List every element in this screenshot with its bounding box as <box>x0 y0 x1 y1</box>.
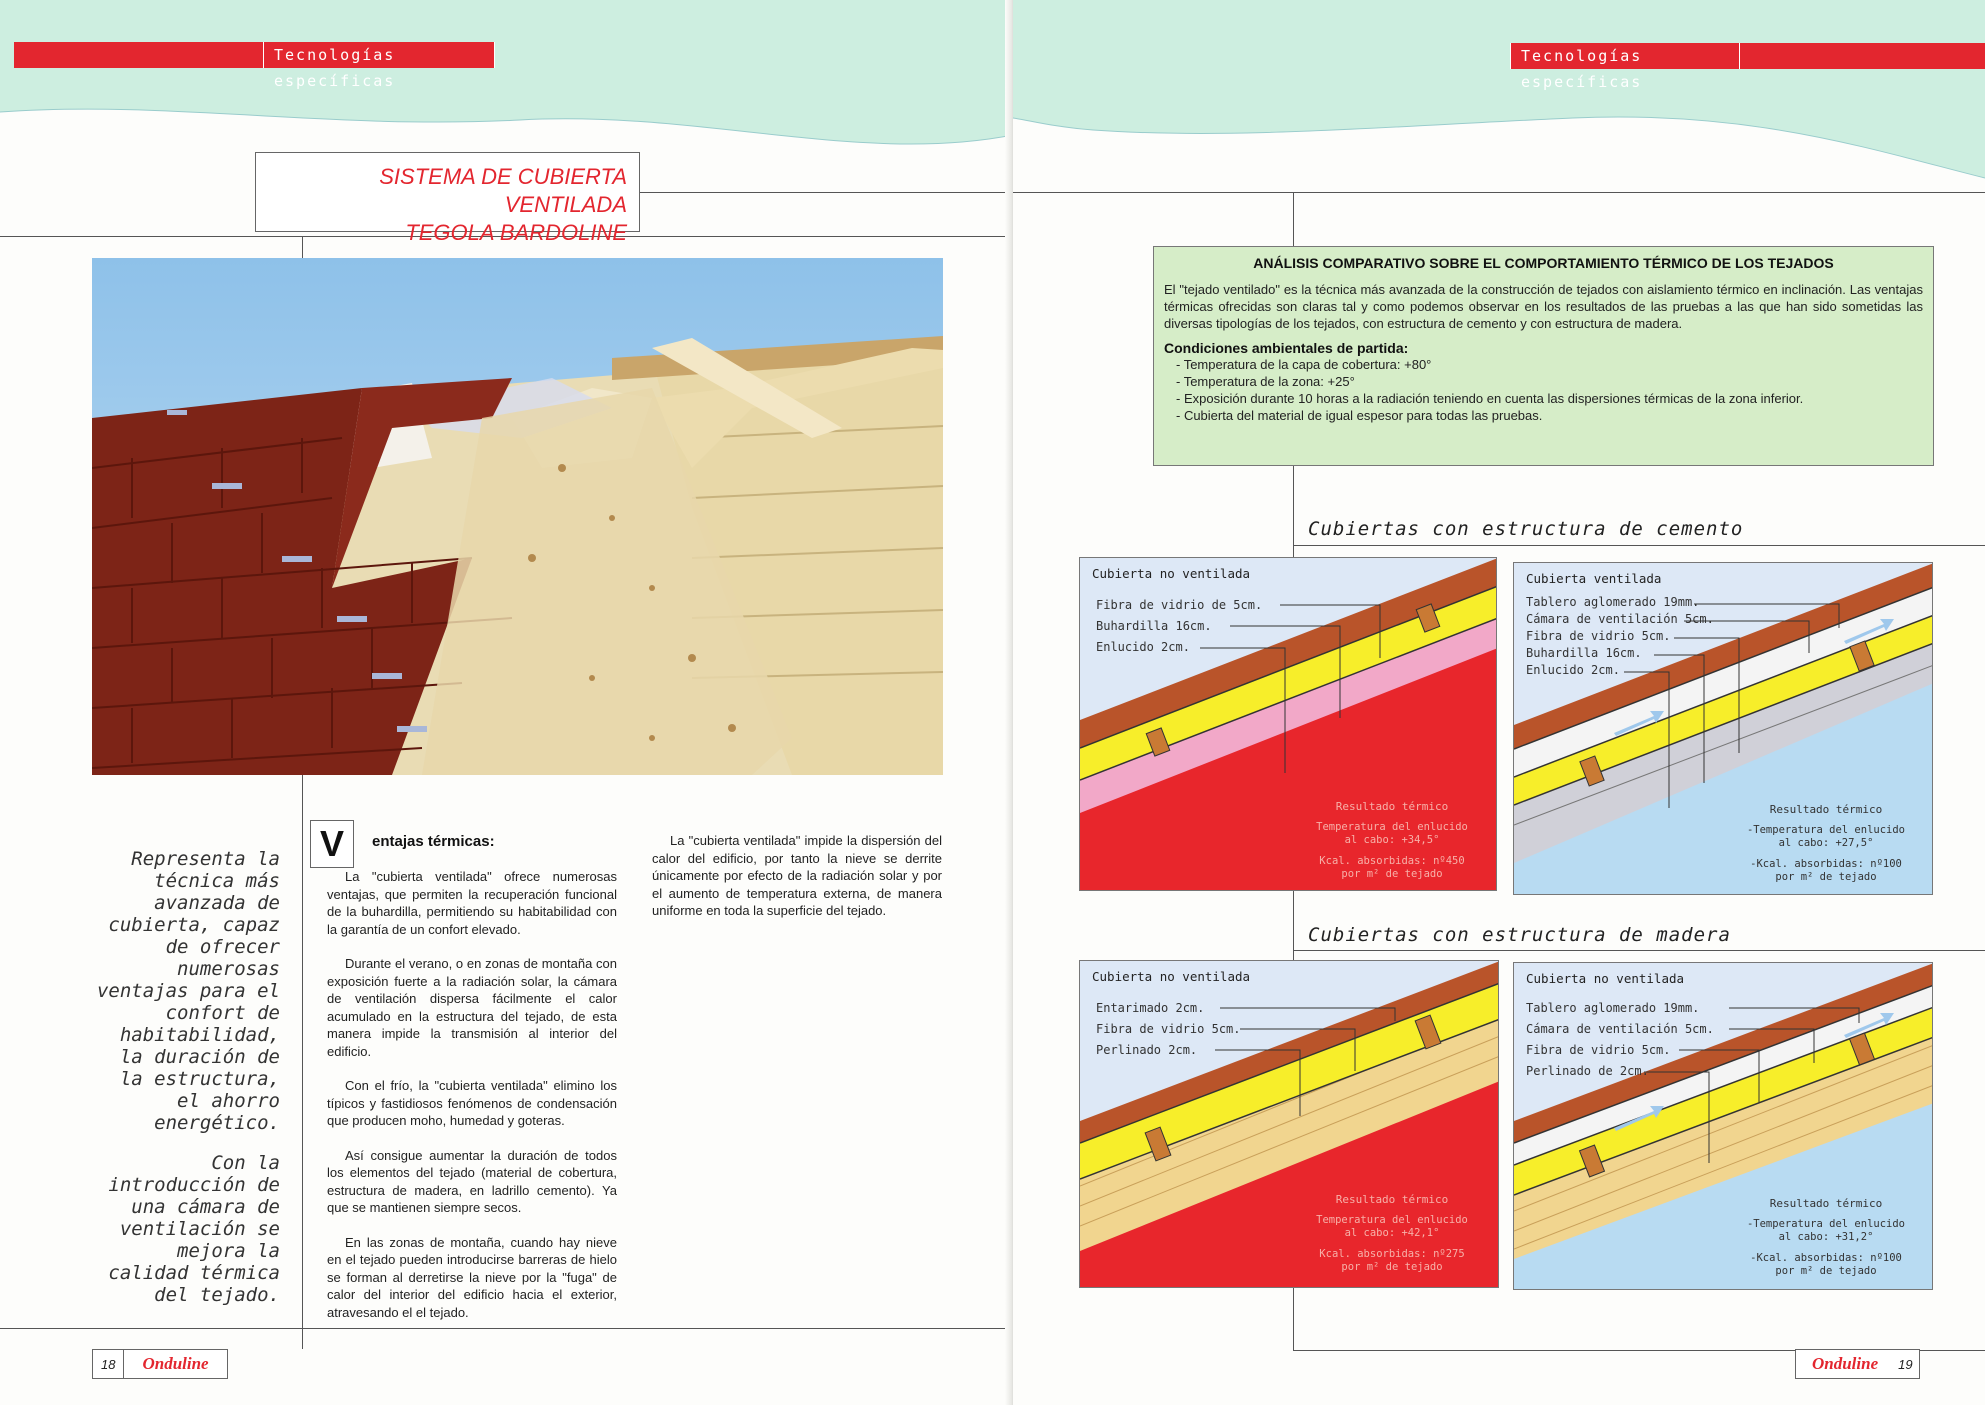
page-number: 18 <box>101 1356 116 1372</box>
paragraph: Así consigue aumentar la duración de todos los elementos del tejado (material de cobertura, estructura de madera, en ladrillo cemento). Ya que se mantienen siempre secos. <box>327 1147 617 1215</box>
body-column-2 <box>652 832 942 937</box>
rule <box>1293 192 1294 246</box>
panel-label: Fibra de vidrio 5cm. <box>1526 629 1671 643</box>
thermal-result: Resultado térmico -Temperatura del enlucido al cabo: +27,5° -Kcal. absorbidas: nº100 por m² de tejado <box>1746 803 1906 883</box>
panel-title: Cubierta ventilada <box>1526 571 1662 586</box>
onduline-logo: Onduline <box>142 1354 209 1373</box>
onduline-logo: Onduline <box>1812 1354 1879 1373</box>
roof-photo <box>92 258 943 775</box>
paragraph: Con el frío, la "cubierta ventilada" elimino los típicos y fastidiosos fenómenos de condensación que producen moho, humedad y goteras. <box>327 1078 617 1128</box>
panel-cement-ventilated <box>1513 562 1933 895</box>
panel-title: Cubierta no ventilada <box>1092 566 1251 581</box>
paragraph: Durante el verano, o en zonas de montaña con exposición fuerte a la radiación solar, la cámara de ventilación dispersa fácilmente el calor acumulado en la estructura del tejado, de esta manera impide la transmisión al interior del edificio. <box>327 956 617 1059</box>
right-page <box>1013 0 1985 1405</box>
title-line-1: SISTEMA DE CUBIERTA VENTILADA <box>379 164 627 217</box>
left-red-bar <box>14 42 264 68</box>
panel-label: Cámara de ventilación 5cm. <box>1526 1022 1714 1036</box>
list-item: - Temperatura de la capa de cobertura: +80° <box>1176 357 1432 372</box>
title-line-2: TEGOLA BARDOLINE <box>405 220 627 245</box>
panel-label: Enlucido 2cm. <box>1526 663 1620 677</box>
pull-quote-1: Representa la técnica más avanzada de cubierta, capaz de ofrecer numerosas ventajas para el confort de habitabilidad, la duración de la estructura, el ahorro energético. <box>96 848 280 1134</box>
list-item: - Exposición durante 10 horas a la radiación teniendo en cuenta las dispersiones térmicas de la zona inferior. <box>1176 391 1804 406</box>
conditions-title: Condiciones ambientales de partida: <box>1164 340 1409 356</box>
rule <box>640 192 1013 193</box>
article-title <box>255 152 640 245</box>
section-label: Tecnologías específicas <box>263 42 495 68</box>
drop-cap: V <box>310 820 354 868</box>
analysis-text: El "tejado ventilado" es la técnica más avanzada de la construcción de tejados con aislamiento térmico en inclinación. Las ventajas térmicas ofrecidas son claras tal y como podemos observar en los resultados de las pruebas a las que han sido sometidas las diversas tipologías de los tejados, con estructura de cemento y con estructura de madera. <box>1164 282 1923 331</box>
right-footer <box>1795 1349 1920 1379</box>
analysis-title: ANÁLISIS COMPARATIVO SOBRE EL COMPORTAMIENTO TÉRMICO DE LOS TEJADOS <box>1253 255 1834 271</box>
panel-title: Cubierta no ventilada <box>1092 969 1251 984</box>
header-wave <box>1013 0 1985 190</box>
conditions-list <box>1164 356 1923 424</box>
thermal-result: Resultado térmico Temperatura del enlucido al cabo: +42,1° Kcal. absorbidas: nº275 por m² de tejado <box>1316 1193 1468 1273</box>
panel-label: Cámara de ventilación 5cm. <box>1526 612 1714 626</box>
header-wave <box>0 0 1013 170</box>
panel-label: Fibra de vidrio 5cm. <box>1096 1022 1241 1036</box>
pull-quote-2: Con la introducción de una cámara de ventilación se mejora la calidad térmica del tejado. <box>108 1152 280 1306</box>
panel-label: Perlinado 2cm. <box>1096 1043 1198 1057</box>
panel-wood-ventilated <box>1513 962 1933 1290</box>
panel-label: Fibra de vidrio de 5cm. <box>1096 598 1263 612</box>
panel-label: Buhardilla 16cm. <box>1096 619 1212 633</box>
rule <box>1293 950 1985 951</box>
panel-label: Perlinado de 2cm. <box>1526 1064 1649 1078</box>
subheading: entajas térmicas: <box>372 833 495 850</box>
section-heading-wood: Cubiertas con estructura de madera <box>1308 924 1731 946</box>
paragraph: La "cubierta ventilada" ofrece numerosas ventajas, que permiten la recuperación funcional de la buhardilla, permitiendo su habitabilidad con la garantía de un confort elevado. <box>327 869 617 937</box>
panel-wood-non-ventilated <box>1079 960 1499 1288</box>
left-footer <box>92 1349 228 1379</box>
rule <box>1013 192 1985 193</box>
panel-label: Enlucido 2cm. <box>1096 640 1190 654</box>
panel-label: Buhardilla 16cm. <box>1526 646 1642 660</box>
panel-label: Fibra de vidrio 5cm. <box>1526 1043 1671 1057</box>
list-item: - Cubierta del material de igual espesor para todas las pruebas. <box>1176 408 1543 423</box>
page-number: 19 <box>1898 1356 1913 1372</box>
rule <box>1293 545 1985 546</box>
section-heading-cement: Cubiertas con estructura de cemento <box>1308 518 1744 540</box>
paragraph: En las zonas de montaña, cuando hay nieve en el tejado pueden introducirse barreras de hielo se forman al derretirse la nieve por la "fuga" de calor del interior del edificio hacia el exterior, atravesando el el tejado. <box>327 1234 617 1320</box>
body-column-1 <box>327 868 617 1338</box>
section-label: Tecnologías específicas <box>1510 43 1740 69</box>
thermal-result: Resultado térmico Temperatura del enlucido al cabo: +34,5° Kcal. absorbidas: nº450 por m² de tejado <box>1316 800 1468 880</box>
list-item: - Temperatura de la zona: +25° <box>1176 374 1355 389</box>
panel-label: Tablero aglomerado 19mm. <box>1526 595 1700 609</box>
panel-cement-non-ventilated <box>1079 557 1497 891</box>
panel-label: Tablero aglomerado 19mm. <box>1526 1001 1700 1015</box>
paragraph: La "cubierta ventilada" impide la dispersión del calor del edificio, por tanto la nieve se derrite únicamente por efecto de la radiación solar y por el aumento de temperatura externa, de manera uniforme en toda la superficie del tejado. <box>652 833 942 918</box>
panel-label: Entarimado 2cm. <box>1096 1001 1205 1015</box>
rule <box>302 775 303 1349</box>
right-red-bar <box>1740 43 1985 69</box>
thermal-result: Resultado térmico -Temperatura del enlucido al cabo: +31,2° -Kcal. absorbidas: nº100 por m² de tejado <box>1746 1197 1906 1277</box>
panel-title: Cubierta no ventilada <box>1526 971 1685 986</box>
analysis-box <box>1153 246 1934 466</box>
